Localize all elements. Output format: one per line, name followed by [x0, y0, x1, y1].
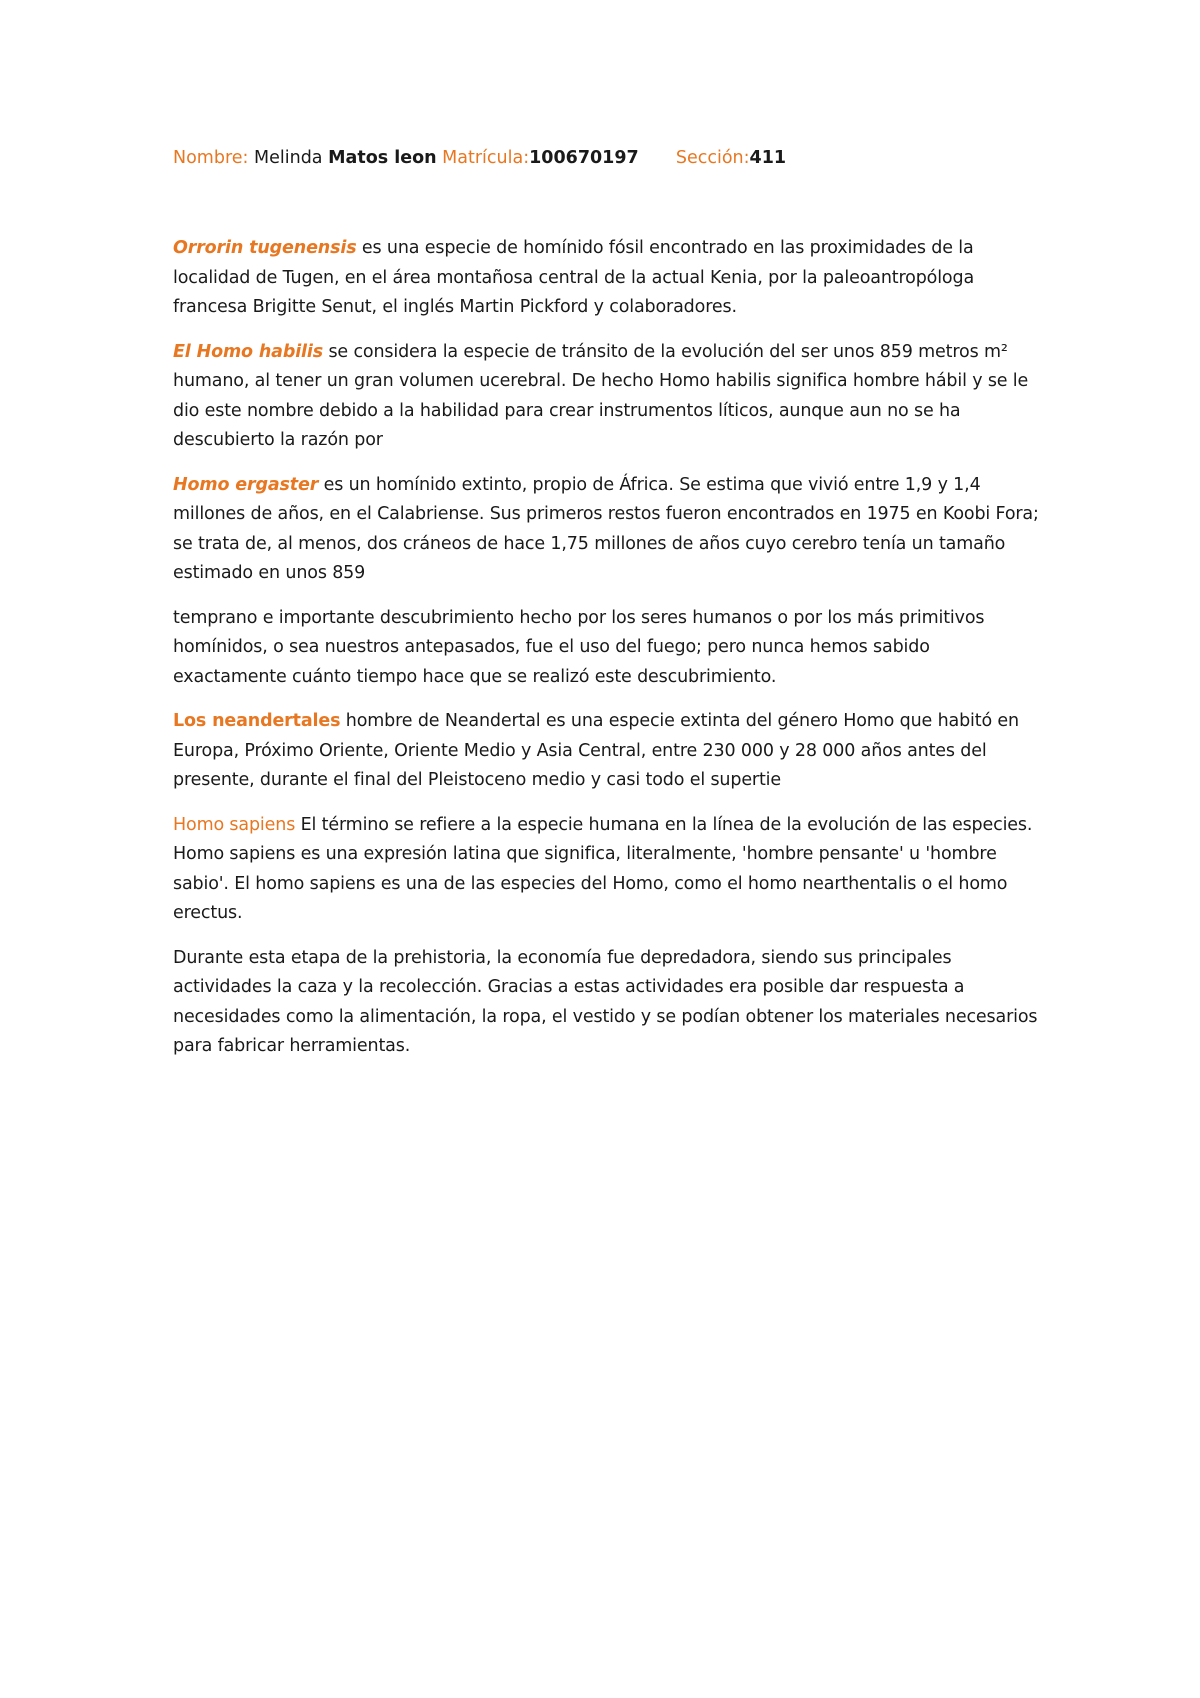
term-neandertales: Los neandertales — [173, 711, 341, 731]
text-habilis: se considera la especie de tránsito de la evolución del ser unos 859 metros m² humano, al tener un gran volumen ucerebral. De hecho Homo habilis significa hombre hábil y se le dio este nombre debido a la habilidad para crear instrumentos líticos, aunque aun no se ha descubierto la razón por — [173, 341, 1029, 450]
text-fuego: temprano e importante descubrimiento hecho por los seres humanos o por los más primitivos homínidos, o sea nuestros antepasados, fue el uso del fuego; pero nunca hemos sabido exactamente cuánto tiempo hace que se realizó este descubrimiento. — [173, 607, 985, 687]
student-header — [173, 146, 786, 170]
paragraph-ergaster — [173, 471, 1043, 589]
term-habilis: El Homo habilis — [173, 341, 324, 362]
paragraph-sapiens — [173, 811, 1043, 929]
term-ergaster: Homo ergaster — [173, 474, 319, 495]
text-neandertales: hombre de Neandertal es una especie extinta del género Homo que habitó en Europa, Próximo Oriente, Oriente Medio y Asia Central, entre 230 000 y 28 000 años antes del presente, durante el final del Pleistoceno medio y casi todo el supertie — [173, 711, 1019, 790]
paragraph-economia — [173, 944, 1043, 1062]
text-ergaster: es un homínido extinto, propio de África. Se estima que vivió entre 1,9 y 1,4 millones de años, en el Calabriense. Sus primeros restos fueron encontrados en 1975 en Koobi Fora; se trata de, al menos, dos cráneos de hace 1,75 millones de años cuyo cerebro tenía un tamaño estimado en unos 859 — [173, 474, 1039, 583]
paragraph-orrorin — [173, 234, 1043, 323]
matricula-label: Matrícula: — [442, 148, 530, 168]
surname: Matos leon — [328, 148, 437, 168]
document-body — [173, 234, 1043, 1077]
seccion-value: 411 — [749, 148, 787, 168]
text-sapiens: El término se refiere a la especie humana en la línea de la evolución de las especies. Homo sapiens es una expresión latina que significa, literalmente, 'hombre pensante' u 'hombre sabio'. El homo sapiens es una de las especies del Homo, como el homo nearthentalis o el homo erectus. — [173, 814, 1033, 923]
seccion-label: Sección: — [675, 148, 750, 168]
paragraph-habilis — [173, 338, 1043, 456]
paragraph-neandertales — [173, 707, 1043, 796]
text-orrorin: es una especie de homínido fósil encontrado en las proximidades de la localidad de Tugen, en el área montañosa central de la actual Kenia, por la paleoantropóloga francesa Brigitte Senut, el inglés Martin Pickford y colaboradores. — [173, 238, 975, 317]
first-name: Melinda — [254, 148, 323, 168]
text-economia: Durante esta etapa de la prehistoria, la economía fue depredadora, siendo sus principales actividades la caza y la recolección. Gracias a estas actividades era posible dar respuesta a necesidades como la alimentación, la ropa, el vestido y se podían obtener los materiales necesarios para fabricar herramientas. — [173, 947, 1038, 1056]
paragraph-fuego — [173, 604, 1043, 693]
nombre-label: Nombre: — [173, 148, 249, 168]
term-orrorin: Orrorin tugenensis — [173, 238, 357, 258]
matricula-value: 100670197 — [529, 148, 639, 168]
term-sapiens: Homo sapiens — [173, 814, 296, 835]
